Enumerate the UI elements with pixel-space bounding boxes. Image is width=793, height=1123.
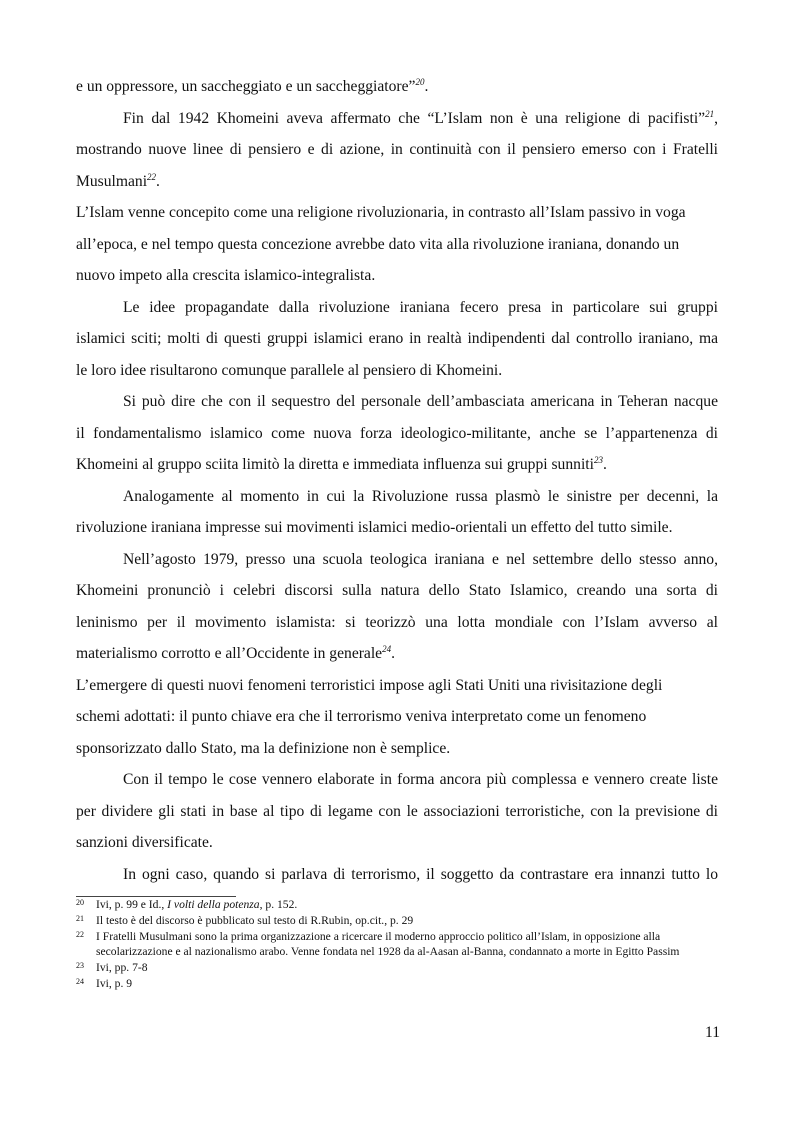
footnote-number: 24	[76, 976, 84, 986]
text-line: sponsorizzato dallo Stato, ma la definizione non è semplice.	[76, 739, 451, 757]
text-line: Si può dire che con il sequestro del personale dell’ambasciata americana in Teheran nacque	[123, 393, 718, 410]
text-line: Fin dal 1942 Khomeini aveva affermato che “L’Islam non è una religione di pacifisti”$^{21}$,	[123, 108, 718, 127]
footnote-number: 21	[76, 913, 84, 923]
footnote	[76, 976, 718, 992]
text-line: Khomeini pronunciò i celebri discorsi sulla natura dello Stato Islamico, creando una sorta di	[76, 582, 718, 599]
text-line: Musulmani$^{22}$.	[76, 171, 160, 190]
footnote-number: 23	[76, 961, 84, 971]
text-line: In ogni caso, quando si parlava di terrorismo, il soggetto da contrastare era innanzi tutto lo	[123, 865, 718, 883]
footnote-text: Ivi, p. 99 e Id., I volti della potenza, p. 152.	[96, 898, 298, 911]
footnote-ref[interactable]: 21	[705, 108, 715, 119]
page-number: 11	[704, 1024, 720, 1041]
text-line: rivoluzione iraniana impresse sui movimenti islamici medio-orientali un effetto del tutto simile.	[76, 519, 673, 536]
text-line: e un oppressore, un saccheggiato e un saccheggiatore”$^{20}$.	[76, 77, 429, 95]
footnotes	[76, 897, 718, 992]
text-line: all’epoca, e nel tempo questa concezione avrebbe dato vita alla rivoluzione iraniana, donando un	[76, 235, 680, 253]
text-line: sanzioni diversificate.	[76, 834, 213, 851]
text-line: leninismo per il movimento islamista: si teorizzò una lotta mondiale con l’Islam avverso al	[76, 613, 718, 631]
text-line: per dividere gli stati in base al tipo di legame con le associazioni terroristiche, con la previsione di	[76, 802, 718, 820]
text-line: Khomeini al gruppo sciita limitò la diretta e immediata influenza sui gruppi sunniti$^{23}$.	[76, 455, 607, 473]
footnote-ref[interactable]: 24	[382, 644, 392, 654]
text-line: nuovo impeto alla crescita islamico-integralista.	[76, 267, 376, 284]
footnote-ref[interactable]: 22	[147, 171, 157, 182]
footnote	[76, 913, 718, 929]
text-line: Le idee propagandate dalla rivoluzione iraniana fecero presa in particolare sui gruppi	[123, 298, 718, 316]
text-line: L’Islam venne concepito come una religione rivoluzionaria, in contrasto all’Islam passivo in voga	[76, 204, 686, 221]
footnote	[76, 960, 718, 976]
text-line: Analogamente al momento in cui la Rivoluzione russa plasmò le sinistre per decenni, la	[123, 487, 718, 505]
text-line: islamici sciti; molti di questi gruppi islamici erano in realtà indipendenti dal controllo iraniano, ma	[76, 330, 718, 347]
text-line: Con il tempo le cose vennero elaborate in forma ancora più complessa e vennero create liste	[123, 771, 718, 788]
text-line: L’emergere di questi nuovi fenomeni terroristici impose agli Stati Uniti una rivisitazione degli	[76, 676, 663, 694]
footnote	[76, 929, 718, 961]
footnote-number: 22	[76, 929, 84, 939]
footnote-ref[interactable]: 23	[593, 455, 603, 465]
footnote-text: Ivi, p. 9	[96, 976, 133, 990]
footnote-ref[interactable]: 20	[415, 77, 425, 87]
text-line: materialismo corrotto e all’Occidente in generale$^{24}$.	[76, 644, 396, 662]
footnote-text: Il testo è del discorso è pubblicato sul testo di R.Rubin, op.cit., p. 29	[96, 913, 414, 927]
footnote	[76, 897, 718, 913]
text-line: Nell’agosto 1979, presso una scuola teologica iraniana e nel settembre dello stesso anno,	[123, 550, 718, 568]
text-line: mostrando nuove linee di pensiero e di azione, in continuità con il pensiero emerso con i Fratelli	[76, 141, 718, 158]
footnote-number: 20	[76, 898, 84, 907]
footnote-text: Ivi, pp. 7-8	[96, 961, 148, 975]
text-line: schemi adottati: il punto chiave era che il terrorismo veniva interpretato come un fenomeno	[76, 708, 647, 725]
body-text	[76, 71, 718, 890]
text-line: il fondamentalismo islamico come nuova forza ideologico-militante, anche se l’appartenenza di	[76, 424, 718, 442]
text-line: le loro idee risultarono comunque parallele al pensiero di Khomeini.	[76, 361, 503, 379]
footnote-text: I Fratelli Musulmani sono la prima organizzazione a ricercare il moderno approccio politico all’Islam, in opposizione alla secolarizzazione e al nazionalismo arabo. Venne fondata nel 1928 da al-Aasan al-Banna, condannato a morte in Egitto Passim	[96, 929, 680, 959]
